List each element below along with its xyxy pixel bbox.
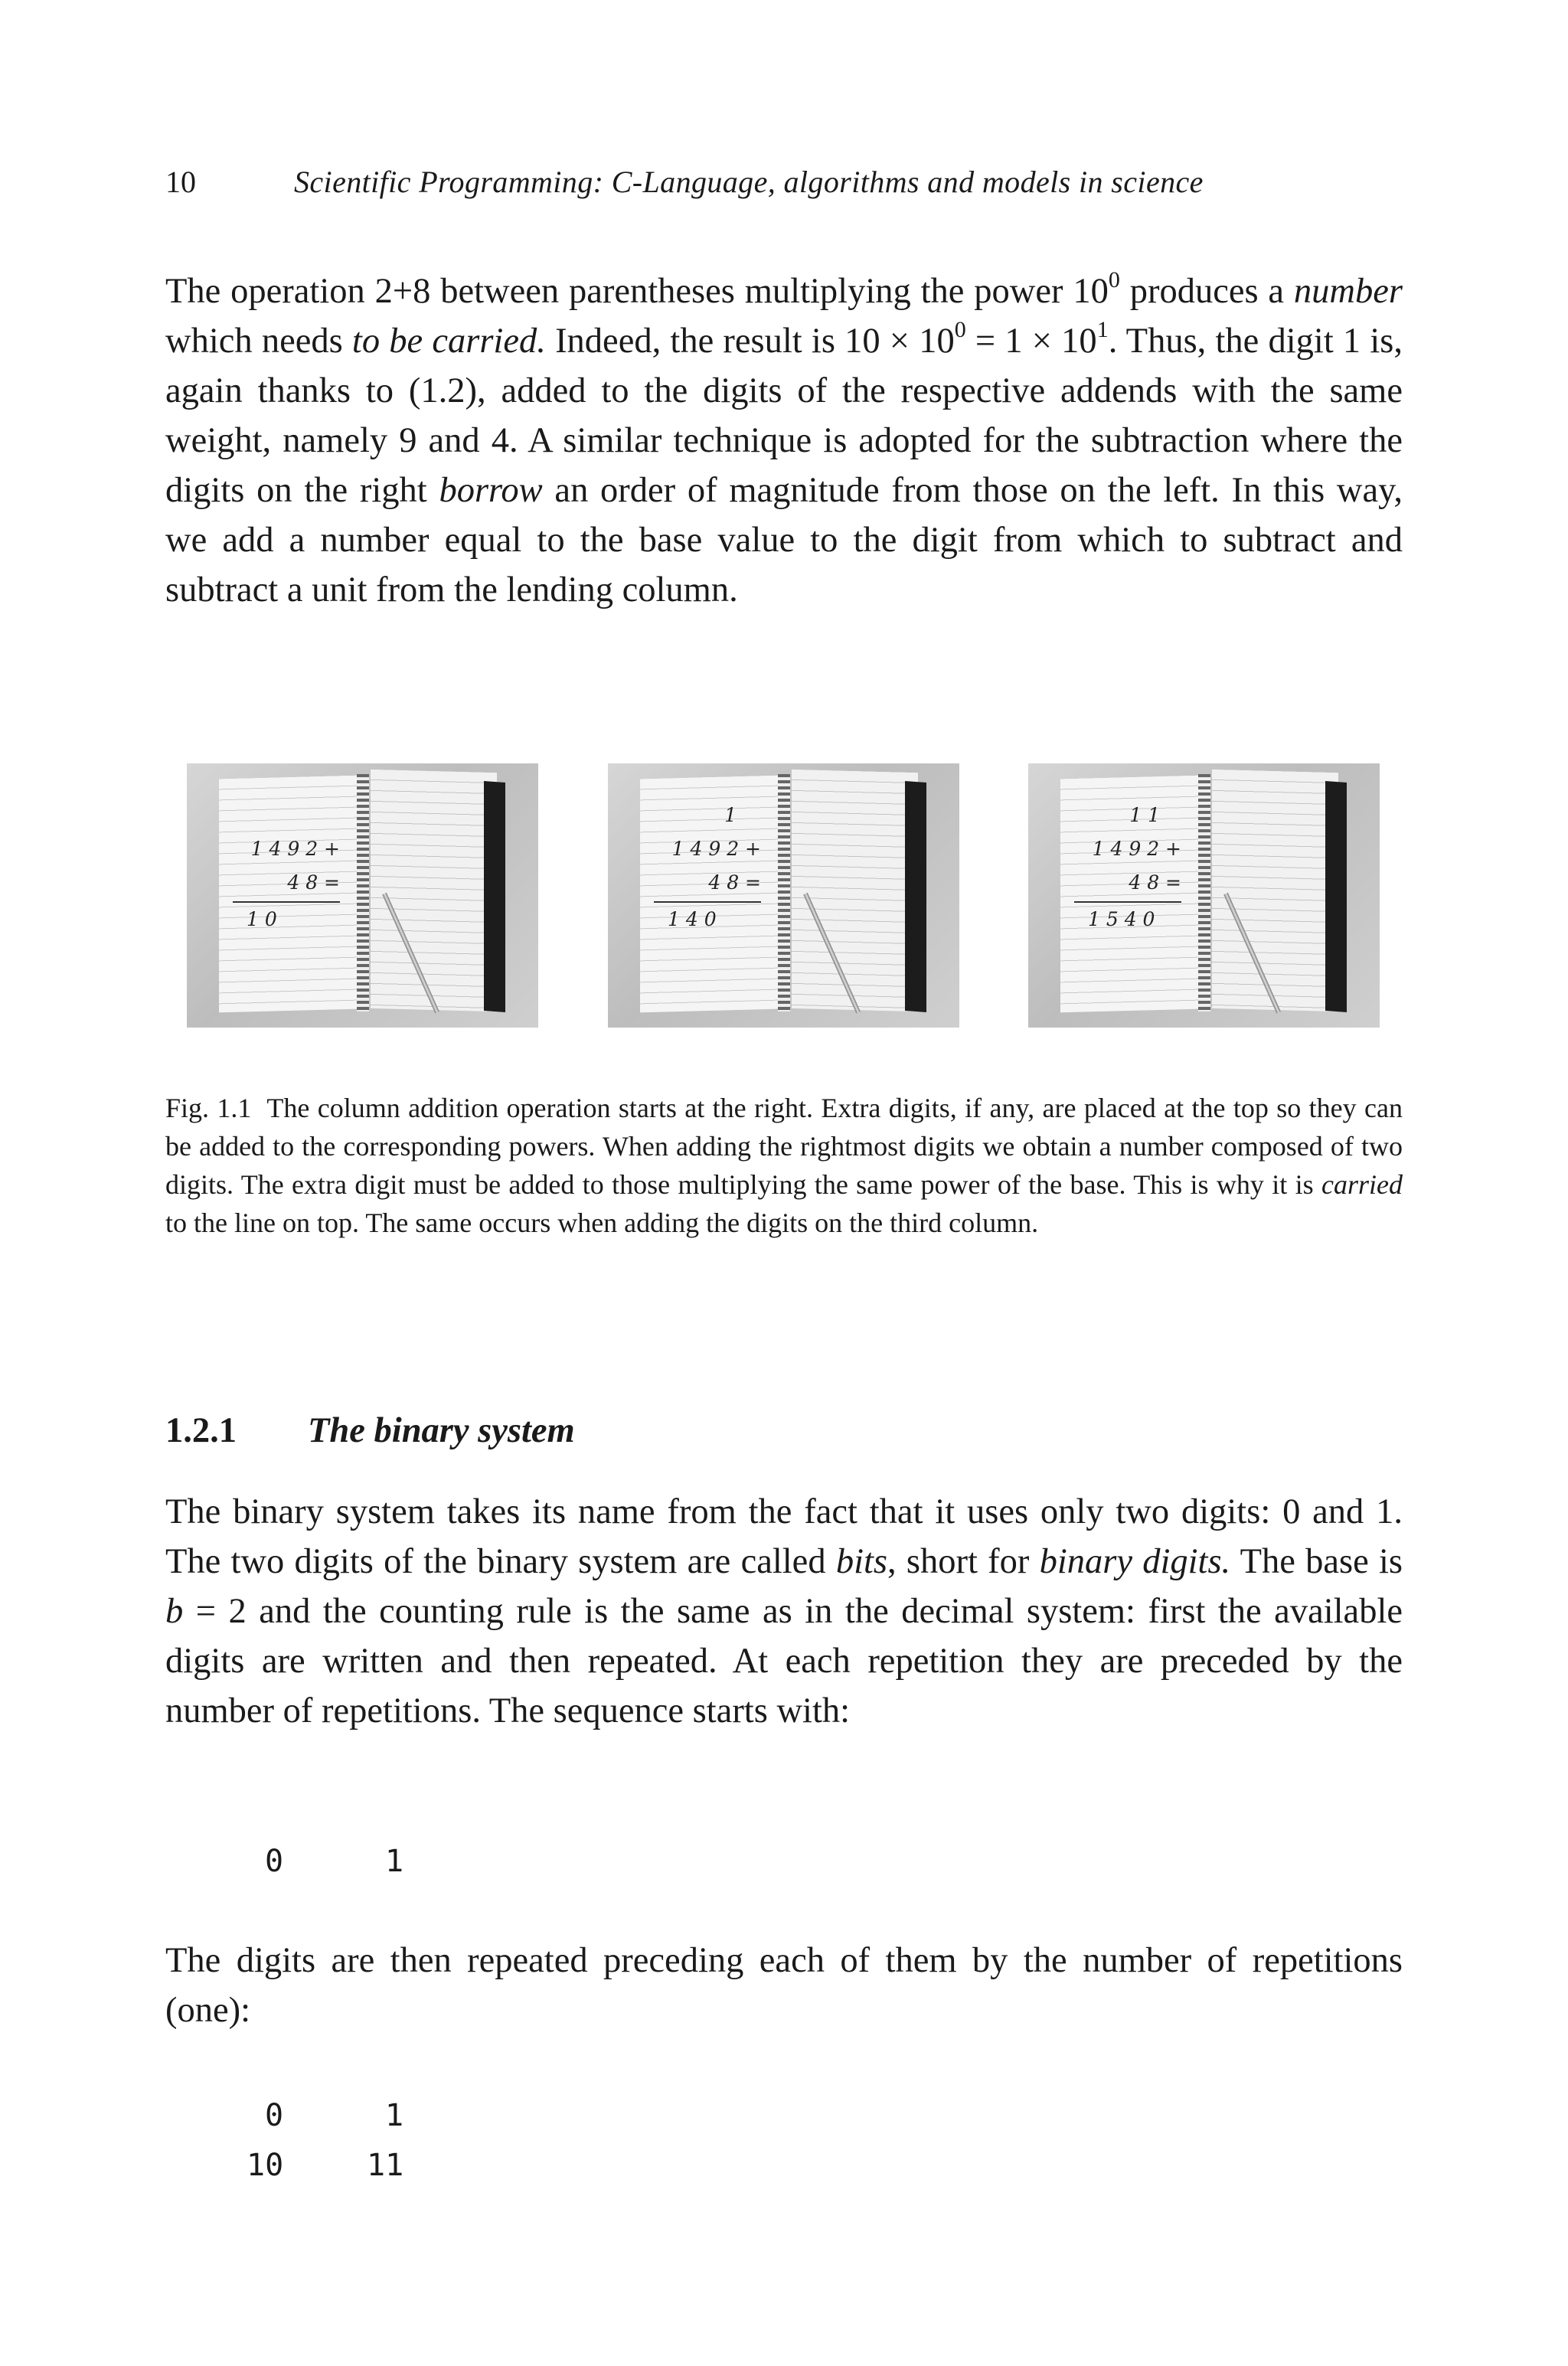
section-heading <box>165 1410 575 1451</box>
figure-1-1 <box>0 763 1568 1028</box>
running-title: Scientific Programming: C-Language, algorithms and models in science <box>294 165 1204 199</box>
handwritten-sum: 1 4 9 2 + 4 8 = 1 0 <box>233 832 340 936</box>
running-header <box>165 164 1406 202</box>
paragraph-binary: The binary system takes its name from the fact that it uses only two digits: 0 and 1. The two digits of the binary system are called bits, short for binary digits. The base is b = 2 and the counting rule is the same as in the decimal system: first the available digits are written and then repeated. At each repetition they are preceded by the number of repetitions. The sequence starts with: <box>165 1492 1403 1730</box>
paragraph-carry: The operation 2+8 between parentheses multiplying the power $10^0$ produces a number which needs to be carried. Indeed, the result is $10 \times 10^0 = 1 \times 10^1$. Thus, the digit 1 is, again thanks to (1.2), added to the digits of the respective addends with the same weight, namely 9 and 4. A similar technique is adopted for the subtraction where the digits on the right borrow an order of magnitude from those on the left. In this way, we add a number equal to the base value to the digit from which to subtract and subtract a unit from the lending column. <box>165 266 1403 609</box>
page-number: 10 <box>165 165 196 199</box>
section-number: 1.2.1 <box>165 1411 237 1450</box>
figure-caption: Fig. 1.1 The column addition operation starts at the right. Extra digits, if any, are placed at the top so they can be added to the corresponding powers. When adding the rightmost digits we obtain a number composed of two digits. The extra digit must be added to those multiplying the same power of the base. This is why it is carried to the line on top. The same occurs when adding the digits on the third column. <box>165 1093 1403 1238</box>
paragraph-repeat: The digits are then repeated preceding each of them by the number of repetitions (one): <box>165 1941 1403 2030</box>
figure-label: Fig. 1.1 <box>165 1093 252 1123</box>
handwritten-sum: 1 1 1 4 9 2 + 4 8 = 1 5 4 0 <box>1074 832 1181 936</box>
notebook-photo-step-3 <box>1028 763 1380 1028</box>
handwritten-sum: 1 1 4 9 2 + 4 8 = 1 4 0 <box>654 832 761 936</box>
notebook-photo-step-2 <box>608 763 959 1028</box>
section-title: The binary system <box>308 1411 575 1450</box>
notebook-photo-step-1 <box>187 763 538 1028</box>
